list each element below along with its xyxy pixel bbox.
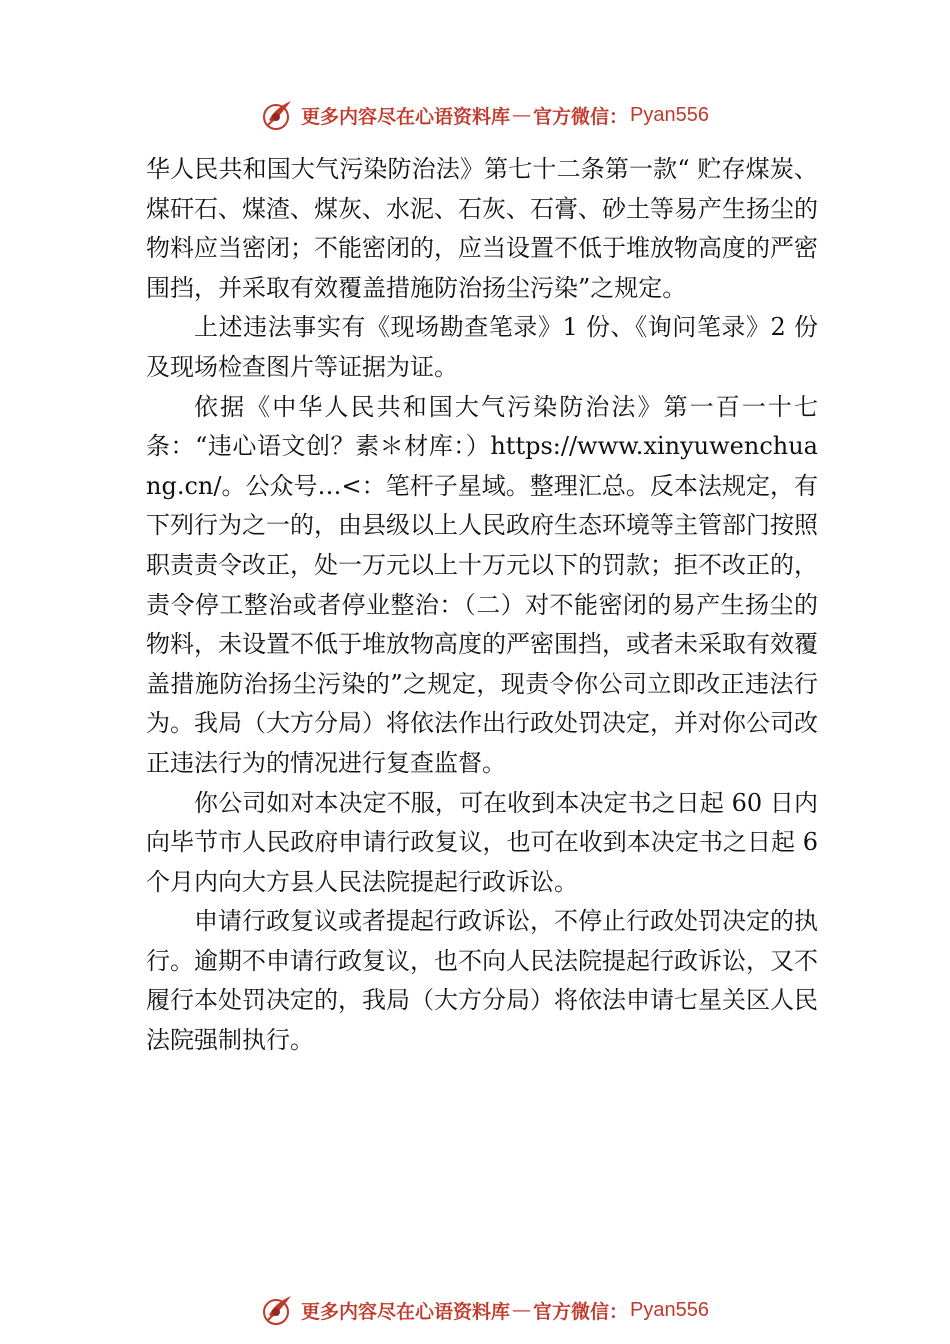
banner-wechat-id: Pyan556 xyxy=(630,1298,709,1321)
quill-seal-icon xyxy=(261,98,295,132)
banner-text: 更多内容尽在心语资料库 xyxy=(301,105,511,128)
banner-wechat-id: Pyan556 xyxy=(630,103,709,126)
paragraph-1: 华人民共和国大气污染防治法》第七十二条第一款“ 贮存煤炭、煤矸石、煤渣、煤灰、水泥、石灰、石膏、砂土等易产生扬尘的物料应当密闭；不能密闭的，应当设置不低于堆放物高度的严密围挡，并采取有效覆盖措施防治扬尘污染”之规定。 xyxy=(146,155,818,302)
banner-dash: — xyxy=(512,1299,532,1321)
banner-text: 更多内容尽在心语资料库 xyxy=(301,1300,511,1323)
paragraph-2: 上述违法事实有《现场勘查笔录》1 份、《询问笔录》2 份及现场检查图片等证据为证。 xyxy=(146,313,818,381)
document-body xyxy=(146,150,818,1061)
paragraph-3: 依据《中华人民共和国大气污染防治法》第一百一十七条：“违心语文创？素＊材库：）https://www.xinyuwenchuang.cn/。公众号…<：笔杆子星域。整理汇总。反本法规定，有下列行为之一的，由县级以上人民政府生态环境等主管部门按照职责责令改正，处一万元以上十万元以下的罚款；拒不改正的，责令停工整治或者停业整治：（二）对不能密闭的易产生扬尘的物料，未设置不低于堆放物高度的严密围挡，或者未采取有效覆盖措施防治扬尘污染的”之规定，现责令你公司立即改正违法行为。我局（大方分局）将依法作出行政处罚决定，并对你公司改正违法行为的情况进行复查监督。 xyxy=(146,392,818,777)
footer-banner-inner xyxy=(261,1293,709,1327)
header-banner-inner xyxy=(261,98,709,132)
header-banner xyxy=(0,95,950,135)
footer-banner xyxy=(0,1290,950,1330)
banner-dash: — xyxy=(512,104,532,126)
banner-wechat-label: 官方微信： xyxy=(533,1300,629,1323)
banner-wechat-label: 官方微信： xyxy=(533,105,629,128)
paragraph-5: 申请行政复议或者提起行政诉讼，不停止行政处罚决定的执行。逾期不申请行政复议，也不向人民法院提起行政诉讼，又不履行本处罚决定的，我局（大方分局）将依法申请七星关区人民法院强制执行。 xyxy=(146,907,818,1055)
quill-seal-icon xyxy=(261,1293,295,1327)
paragraph-4: 你公司如对本决定不服，可在收到本决定书之日起 60 日内向毕节市人民政府申请行政复议，也可在收到本决定书之日起 6 个月内向大方县人民法院提起行政诉讼。 xyxy=(146,788,818,896)
